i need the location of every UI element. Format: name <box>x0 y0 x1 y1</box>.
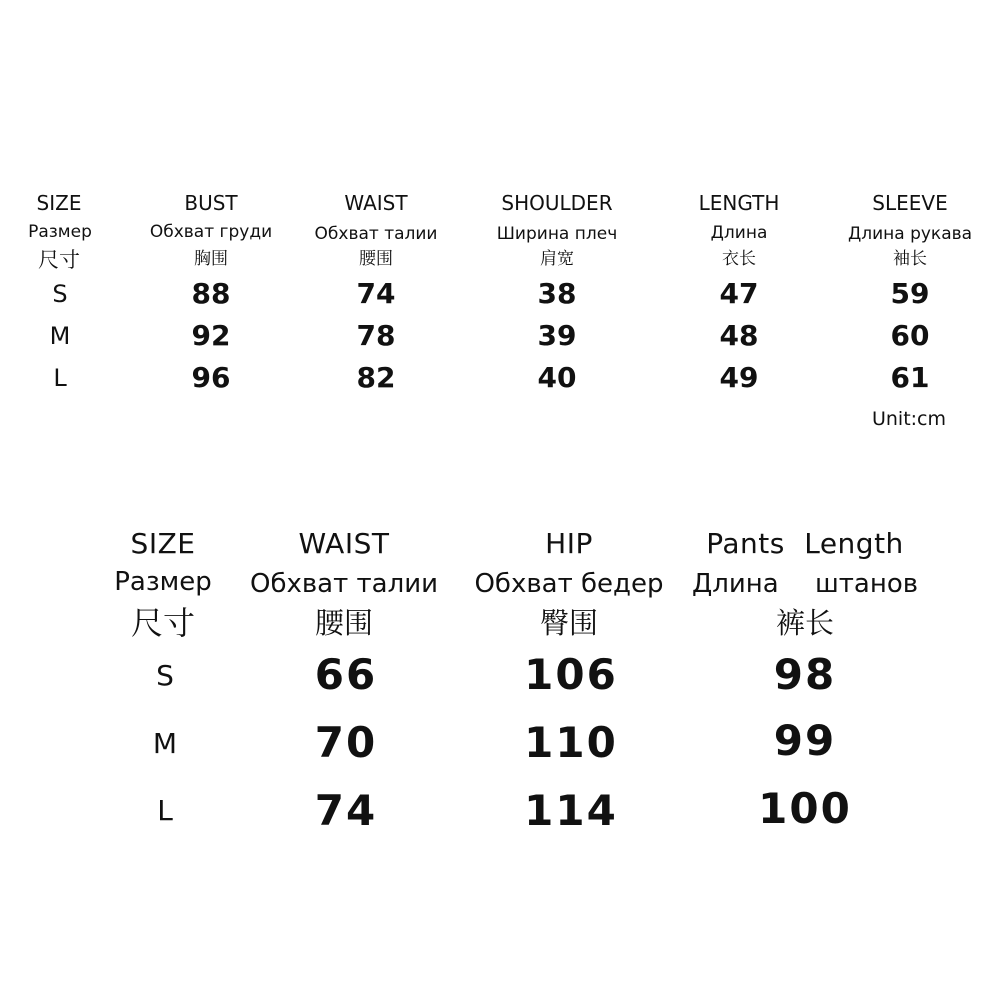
bottom-header-size-en: SIZE <box>130 527 196 560</box>
top-cell-value: 61 <box>890 361 930 394</box>
bottom-row-size-label: S <box>156 659 174 692</box>
bottom-header-size-ru: Размер <box>114 567 212 597</box>
top-header-shoulder-cn: 肩宽 <box>540 249 574 269</box>
bottom-header-pants-length-en: Pants Length <box>706 527 904 560</box>
bottom-cell-value: 106 <box>524 650 618 699</box>
top-header-length-en: LENGTH <box>698 191 780 215</box>
top-cell-value: 47 <box>719 277 759 310</box>
top-cell-value: 82 <box>356 361 396 394</box>
top-header-waist-cn: 腰围 <box>359 249 393 269</box>
bottom-header-waist-ru: Обхват талии <box>249 569 439 599</box>
top-cell-value: 88 <box>191 277 231 310</box>
top-header-waist-ru: Обхват талии <box>314 224 438 244</box>
top-cell-value: 49 <box>719 361 759 394</box>
top-row-size-label: M <box>49 322 71 350</box>
top-header-sleeve-ru: Длина рукава <box>847 224 973 244</box>
top-cell-value: 39 <box>537 319 577 352</box>
bottom-cell-value: 74 <box>314 786 378 835</box>
top-cell-value: 92 <box>191 319 231 352</box>
bottom-cell-value: 66 <box>314 650 378 699</box>
top-cell-value: 40 <box>537 361 577 394</box>
top-header-shoulder-ru: Ширина плеч <box>496 224 618 244</box>
top-cell-value: 60 <box>890 319 930 352</box>
top-header-size-en: SIZE <box>36 191 82 215</box>
bottom-cell-value: 110 <box>524 718 618 767</box>
bottom-header-hip-cn: 臀围 <box>539 606 599 640</box>
top-cell-value: 59 <box>890 277 930 310</box>
bottom-header-hip-ru: Обхват бедер <box>474 569 664 599</box>
top-cell-value: 38 <box>537 277 577 310</box>
unit-label: Unit:cm <box>871 408 947 430</box>
bottom-row-size-label: M <box>152 727 178 760</box>
top-header-length-ru: Длина <box>710 223 768 243</box>
top-cell-value: 48 <box>719 319 759 352</box>
bottom-header-hip-en: HIP <box>545 527 593 560</box>
bottom-header-waist-cn: 腰围 <box>314 606 374 640</box>
bottom-cell-value: 100 <box>758 784 852 833</box>
top-row-size-label: L <box>53 364 67 392</box>
bottom-cell-value: 99 <box>773 716 837 765</box>
top-header-length-cn: 衣长 <box>722 249 756 269</box>
bottom-cell-value: 114 <box>524 786 618 835</box>
bottom-cell-value: 98 <box>773 650 837 699</box>
top-header-shoulder-en: SHOULDER <box>501 191 613 215</box>
bottom-row-size-label: L <box>157 794 173 827</box>
top-header-sleeve-cn: 袖长 <box>893 249 927 269</box>
top-cell-value: 74 <box>356 277 396 310</box>
top-cell-value: 78 <box>356 319 396 352</box>
top-header-waist-en: WAIST <box>344 191 408 215</box>
top-header-size-cn: 尺寸 <box>38 248 80 272</box>
top-header-bust-cn: 胸围 <box>194 249 228 269</box>
bottom-header-size-cn: 尺寸 <box>130 604 196 642</box>
bottom-cell-value: 70 <box>314 718 378 767</box>
top-header-sleeve-en: SLEEVE <box>872 191 948 215</box>
bottom-header-waist-en: WAIST <box>298 527 390 560</box>
top-header-bust-ru: Обхват груди <box>149 222 273 242</box>
top-row-size-label: S <box>52 280 68 308</box>
top-cell-value: 96 <box>191 361 231 394</box>
top-header-bust-en: BUST <box>184 191 238 215</box>
bottom-header-pants-length-ru: Длина штанов <box>691 569 919 599</box>
top-header-size-ru: Размер <box>28 222 92 242</box>
bottom-header-pants-length-cn: 裤长 <box>775 606 835 640</box>
